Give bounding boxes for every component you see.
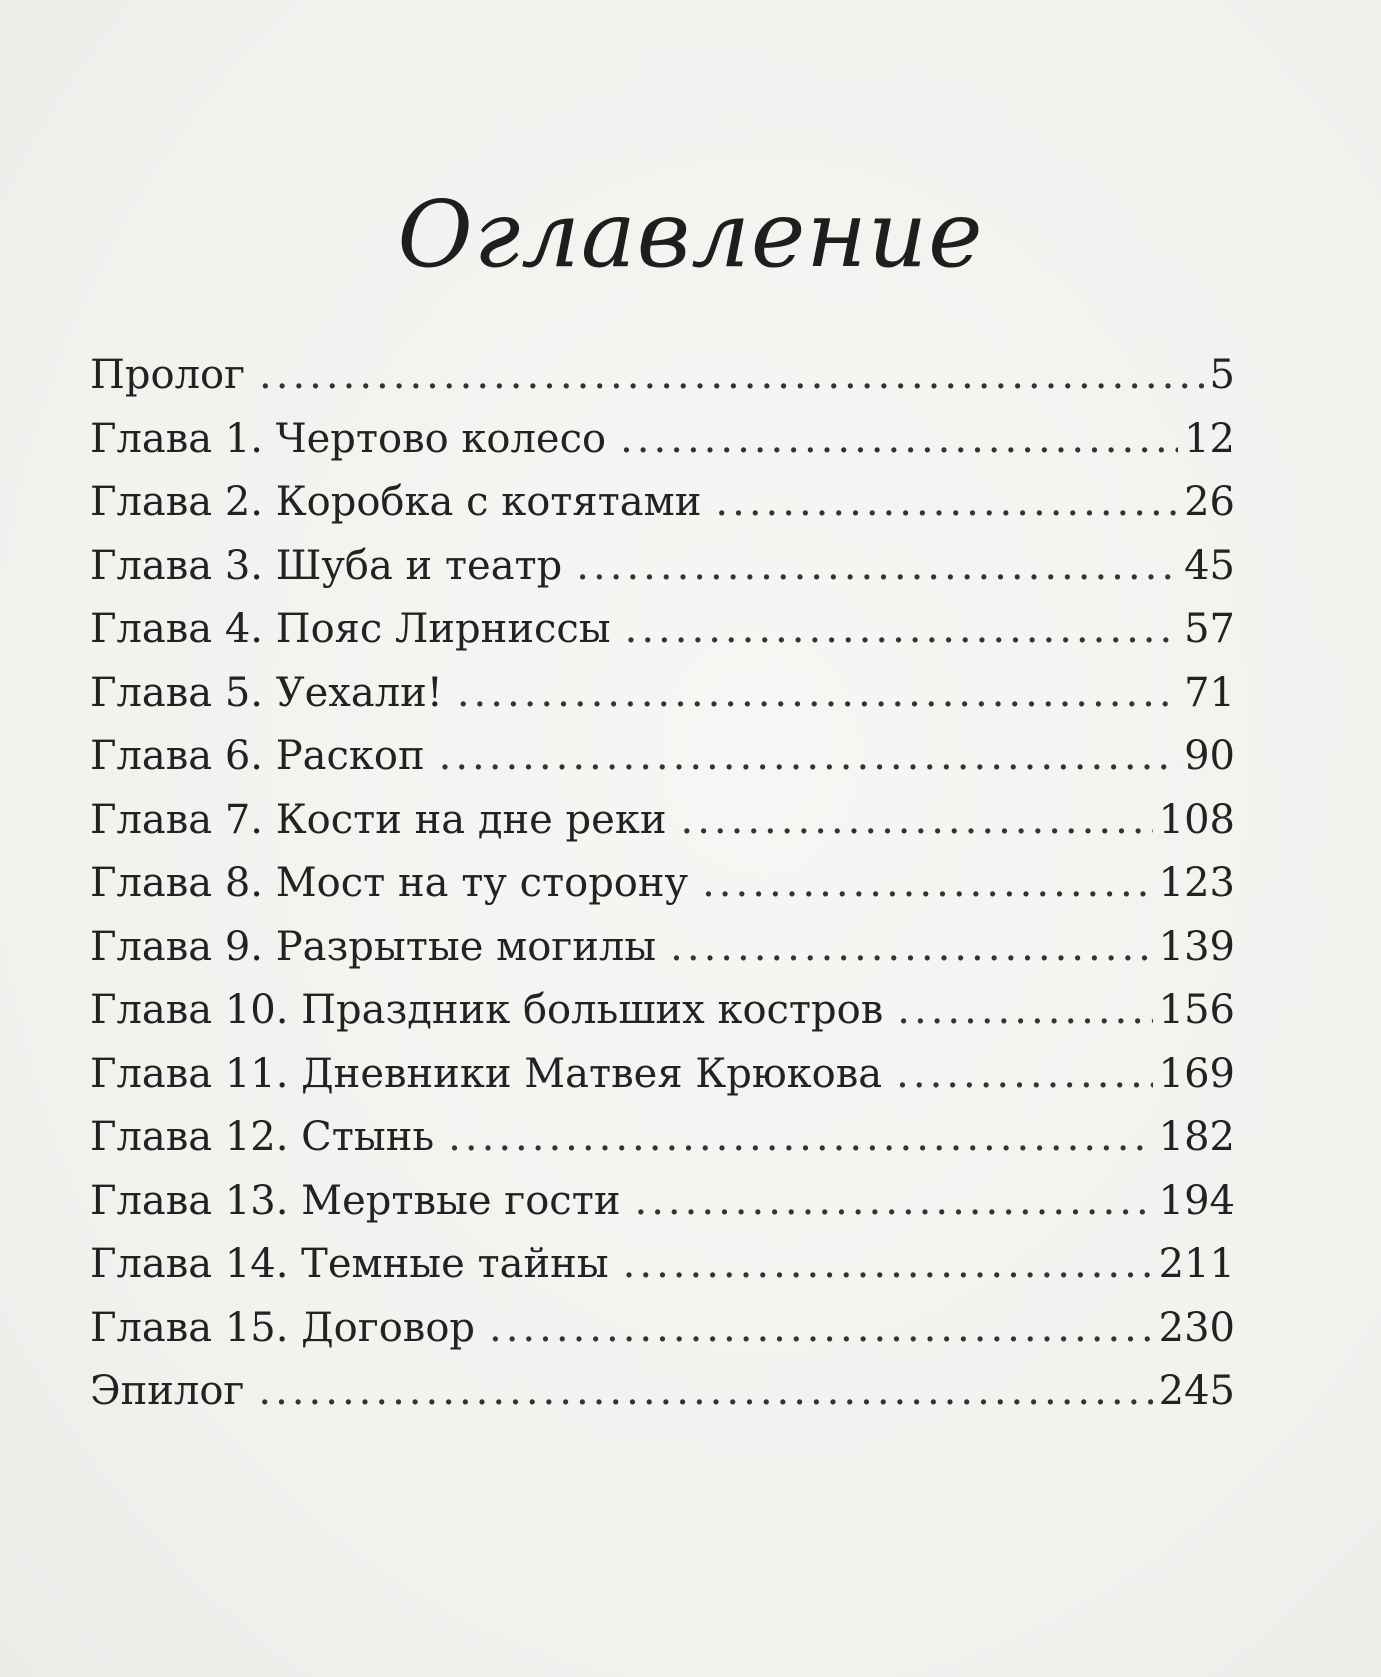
dot-leader xyxy=(896,1043,1153,1107)
toc-entry xyxy=(90,535,1235,599)
toc-entry xyxy=(90,1043,1235,1107)
toc-entry-page: 194 xyxy=(1158,1177,1235,1224)
dot-leader xyxy=(457,662,1178,726)
toc-entry-label: Глава 7. Кости на дне реки xyxy=(90,796,667,843)
toc-entry-label: Глава 13. Мертвые гости xyxy=(90,1177,621,1224)
toc-entry-label: Глава 14. Темные тайны xyxy=(90,1241,609,1287)
dot-leader xyxy=(448,1106,1152,1170)
toc-entry-page: 90 xyxy=(1184,733,1235,779)
dot-leader xyxy=(897,979,1152,1043)
dot-leader xyxy=(439,725,1178,789)
toc-entry-label: Глава 5. Уехали! xyxy=(90,669,443,716)
toc-entry-label: Эпилог xyxy=(90,1368,245,1414)
toc-entry-page: 108 xyxy=(1158,796,1235,843)
toc-entry xyxy=(90,344,1235,408)
dot-leader xyxy=(715,471,1178,535)
toc-entry-page: 123 xyxy=(1158,860,1235,906)
dot-leader xyxy=(259,344,1204,408)
toc-list xyxy=(90,344,1235,1424)
toc-entry-label: Глава 10. Праздник больших костров xyxy=(90,987,884,1033)
toc-entry-page: 245 xyxy=(1158,1368,1235,1414)
toc-entry-page: 156 xyxy=(1158,987,1235,1033)
toc-entry xyxy=(90,1106,1235,1170)
toc-entry xyxy=(90,598,1235,662)
toc-entry xyxy=(90,979,1235,1043)
toc-entry xyxy=(90,1170,1235,1234)
toc-entry-label: Глава 15. Договор xyxy=(90,1304,475,1351)
toc-entry xyxy=(90,1233,1235,1297)
toc-entry-page: 12 xyxy=(1184,415,1235,462)
toc-entry-page: 230 xyxy=(1158,1304,1235,1351)
toc-entry-label: Глава 3. Шуба и театр xyxy=(90,542,563,589)
dot-leader xyxy=(702,852,1153,916)
dot-leader xyxy=(625,598,1178,662)
toc-entry xyxy=(90,408,1235,472)
toc-entry xyxy=(90,789,1235,853)
toc-entry-label: Глава 1. Чертово колесо xyxy=(90,415,607,462)
toc-entry-label: Глава 11. Дневники Матвея Крюкова xyxy=(90,1050,883,1097)
dot-leader xyxy=(680,789,1152,853)
toc-entry-page: 45 xyxy=(1184,542,1235,589)
toc-entry-label: Глава 4. Пояс Лирниссы xyxy=(90,606,611,652)
toc-entry-label: Глава 12. Стынь xyxy=(90,1114,435,1160)
toc-entry-page: 26 xyxy=(1184,479,1235,525)
dot-leader xyxy=(635,1170,1153,1234)
dot-leader xyxy=(576,535,1178,599)
toc-entry-page: 182 xyxy=(1158,1114,1235,1160)
toc-entry-page: 71 xyxy=(1184,669,1235,716)
toc-entry xyxy=(90,1360,1235,1424)
toc-entry-label: Глава 8. Мост на ту сторону xyxy=(90,860,689,906)
toc-entry xyxy=(90,662,1235,726)
dot-leader xyxy=(258,1360,1152,1424)
toc-entry xyxy=(90,916,1235,980)
dot-leader xyxy=(489,1297,1153,1361)
dot-leader xyxy=(670,916,1153,980)
toc-entry xyxy=(90,852,1235,916)
toc-title: Оглавление xyxy=(397,181,984,288)
toc-entry-page: 139 xyxy=(1158,923,1235,970)
toc-entry xyxy=(90,725,1235,789)
toc-entry-page: 5 xyxy=(1209,352,1235,398)
toc-entry-page: 169 xyxy=(1158,1050,1235,1097)
toc-entry xyxy=(90,1297,1235,1361)
toc-entry-label: Пролог xyxy=(90,352,246,398)
toc-entry-label: Глава 6. Раскоп xyxy=(90,733,425,779)
toc-entry-page: 57 xyxy=(1184,606,1235,652)
toc-entry-page: 211 xyxy=(1158,1241,1235,1287)
dot-leader xyxy=(623,1233,1153,1297)
toc-entry-label: Глава 2. Коробка с котятами xyxy=(90,479,702,525)
toc-entry xyxy=(90,471,1235,535)
dot-leader xyxy=(620,408,1178,472)
toc-entry-label: Глава 9. Разрытые могилы xyxy=(90,923,657,970)
